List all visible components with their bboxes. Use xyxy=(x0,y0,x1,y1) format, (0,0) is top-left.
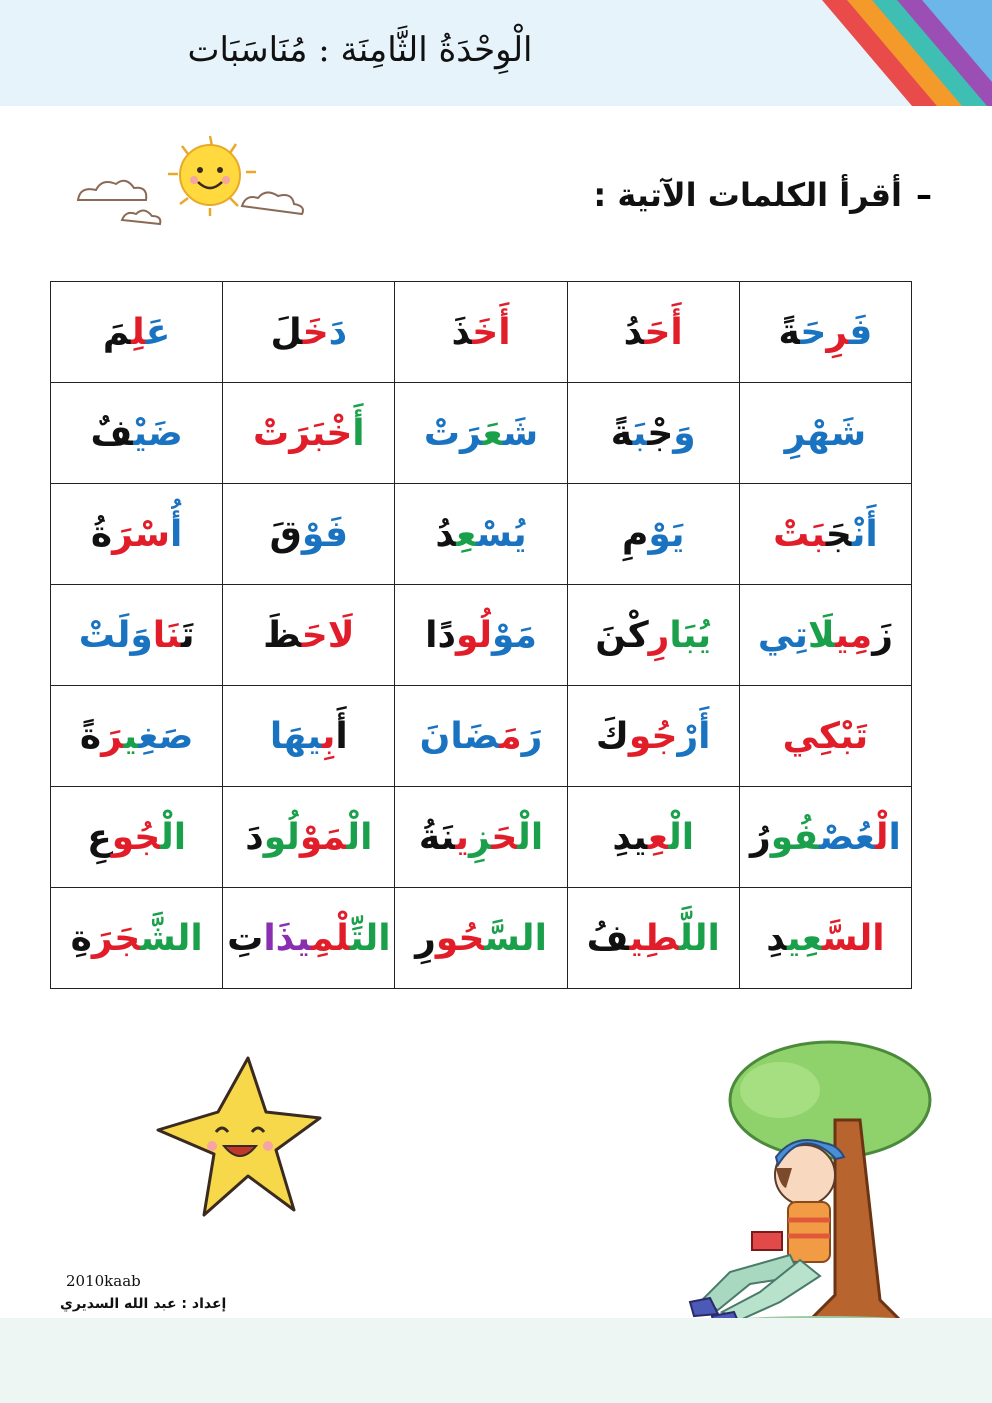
word-text: الْعُصْفُورُ xyxy=(749,816,901,858)
word-cell xyxy=(51,888,223,989)
word-text: أَحَدُ xyxy=(623,311,683,353)
word-cell xyxy=(51,585,223,686)
word-text: أُسْرَةُ xyxy=(90,513,183,555)
table-row xyxy=(51,282,912,383)
word-text: أَبِيهَا xyxy=(269,715,348,757)
word-text: لَاحَظَ xyxy=(263,614,355,656)
word-text: فَرِحَةً xyxy=(778,311,873,353)
word-cell xyxy=(739,888,911,989)
table-row xyxy=(51,686,912,787)
word-cell xyxy=(395,484,567,585)
word-text: زَمِيلَاتِي xyxy=(757,614,893,656)
word-text: شَهْرِ xyxy=(784,412,867,454)
word-text: ضَيْفٌ xyxy=(90,412,183,454)
table-row xyxy=(51,787,912,888)
rainbow-stripes-decoration xyxy=(572,0,992,106)
word-cell xyxy=(223,585,395,686)
word-text: السَّحُورِ xyxy=(415,917,547,959)
word-cell xyxy=(223,787,395,888)
word-text: يُسْعِدُ xyxy=(435,513,527,555)
word-cell xyxy=(51,282,223,383)
unit-title: الْوِحْدَةُ الثَّامِنَة : مُنَاسَبَات xyxy=(187,30,533,70)
word-cell xyxy=(395,686,567,787)
word-cell xyxy=(567,383,739,484)
word-text: يُبَارِكْنَ xyxy=(595,614,712,656)
word-cell xyxy=(395,282,567,383)
credit-code: 2010kaab xyxy=(66,1272,141,1290)
word-cell xyxy=(739,585,911,686)
word-text: الْجُوعِ xyxy=(87,816,187,858)
word-cell xyxy=(567,787,739,888)
footer-band xyxy=(0,1318,992,1403)
word-text: الْمَوْلُودَ xyxy=(245,816,373,858)
boy-reading-under-tree-illustration xyxy=(660,1040,940,1330)
word-text: الْعِيدِ xyxy=(612,816,695,858)
word-cell xyxy=(51,484,223,585)
word-text: أَنْجَبَتْ xyxy=(773,513,878,555)
word-text: فَوْقَ xyxy=(269,513,349,555)
word-cell xyxy=(395,585,567,686)
word-cell xyxy=(567,888,739,989)
word-cell xyxy=(567,484,739,585)
word-text: السَّعِيدِ xyxy=(766,917,885,959)
word-cell xyxy=(51,686,223,787)
word-cell xyxy=(223,888,395,989)
word-text: أَخَذَ xyxy=(451,311,511,353)
word-cell xyxy=(223,686,395,787)
word-text: تَبْكِي xyxy=(782,715,869,757)
word-cell xyxy=(567,282,739,383)
word-text: التِّلْمِيذَاتِ xyxy=(227,917,391,959)
table-row xyxy=(51,383,912,484)
word-cell xyxy=(567,686,739,787)
table-row xyxy=(51,888,912,989)
word-text: دَخَلَ xyxy=(270,311,348,353)
word-cell xyxy=(51,787,223,888)
sun-clouds-illustration xyxy=(70,128,315,228)
instruction-dash: – xyxy=(916,176,932,214)
word-text: وَجْبَةً xyxy=(610,412,696,454)
word-text: الْحَزِينَةُ xyxy=(418,816,544,858)
table-row xyxy=(51,585,912,686)
table-row xyxy=(51,484,912,585)
word-text: أَرْجُوكَ xyxy=(595,715,711,757)
word-cell xyxy=(395,383,567,484)
word-text: شَعَرَتْ xyxy=(423,412,539,454)
word-text: يَوْمِ xyxy=(621,513,685,555)
smiling-star-illustration xyxy=(148,1050,323,1225)
word-text: عَلِمَ xyxy=(102,311,171,353)
words-table xyxy=(50,281,912,989)
word-text: اللَّطِيفُ xyxy=(586,917,720,959)
word-text: أَخْبَرَتْ xyxy=(253,412,365,454)
word-cell xyxy=(739,282,911,383)
word-cell xyxy=(51,383,223,484)
page-header xyxy=(0,0,992,106)
word-cell xyxy=(739,484,911,585)
word-cell xyxy=(395,888,567,989)
word-cell xyxy=(395,787,567,888)
word-cell xyxy=(223,282,395,383)
word-cell xyxy=(223,484,395,585)
word-text: الشَّجَرَةِ xyxy=(70,917,203,959)
word-text: صَغِيرَةً xyxy=(79,715,194,757)
word-cell xyxy=(739,787,911,888)
credit-author: إعداد : عبد الله السديري xyxy=(60,1296,227,1312)
word-cell xyxy=(739,686,911,787)
word-text: رَمَضَانَ xyxy=(419,715,543,757)
word-cell xyxy=(739,383,911,484)
instruction-text: أقرأ الكلمات الآتية : xyxy=(593,176,902,214)
word-text: تَنَاوَلَتْ xyxy=(78,614,195,656)
word-cell xyxy=(567,585,739,686)
word-cell xyxy=(223,383,395,484)
word-text: مَوْلُودًا xyxy=(425,614,537,656)
